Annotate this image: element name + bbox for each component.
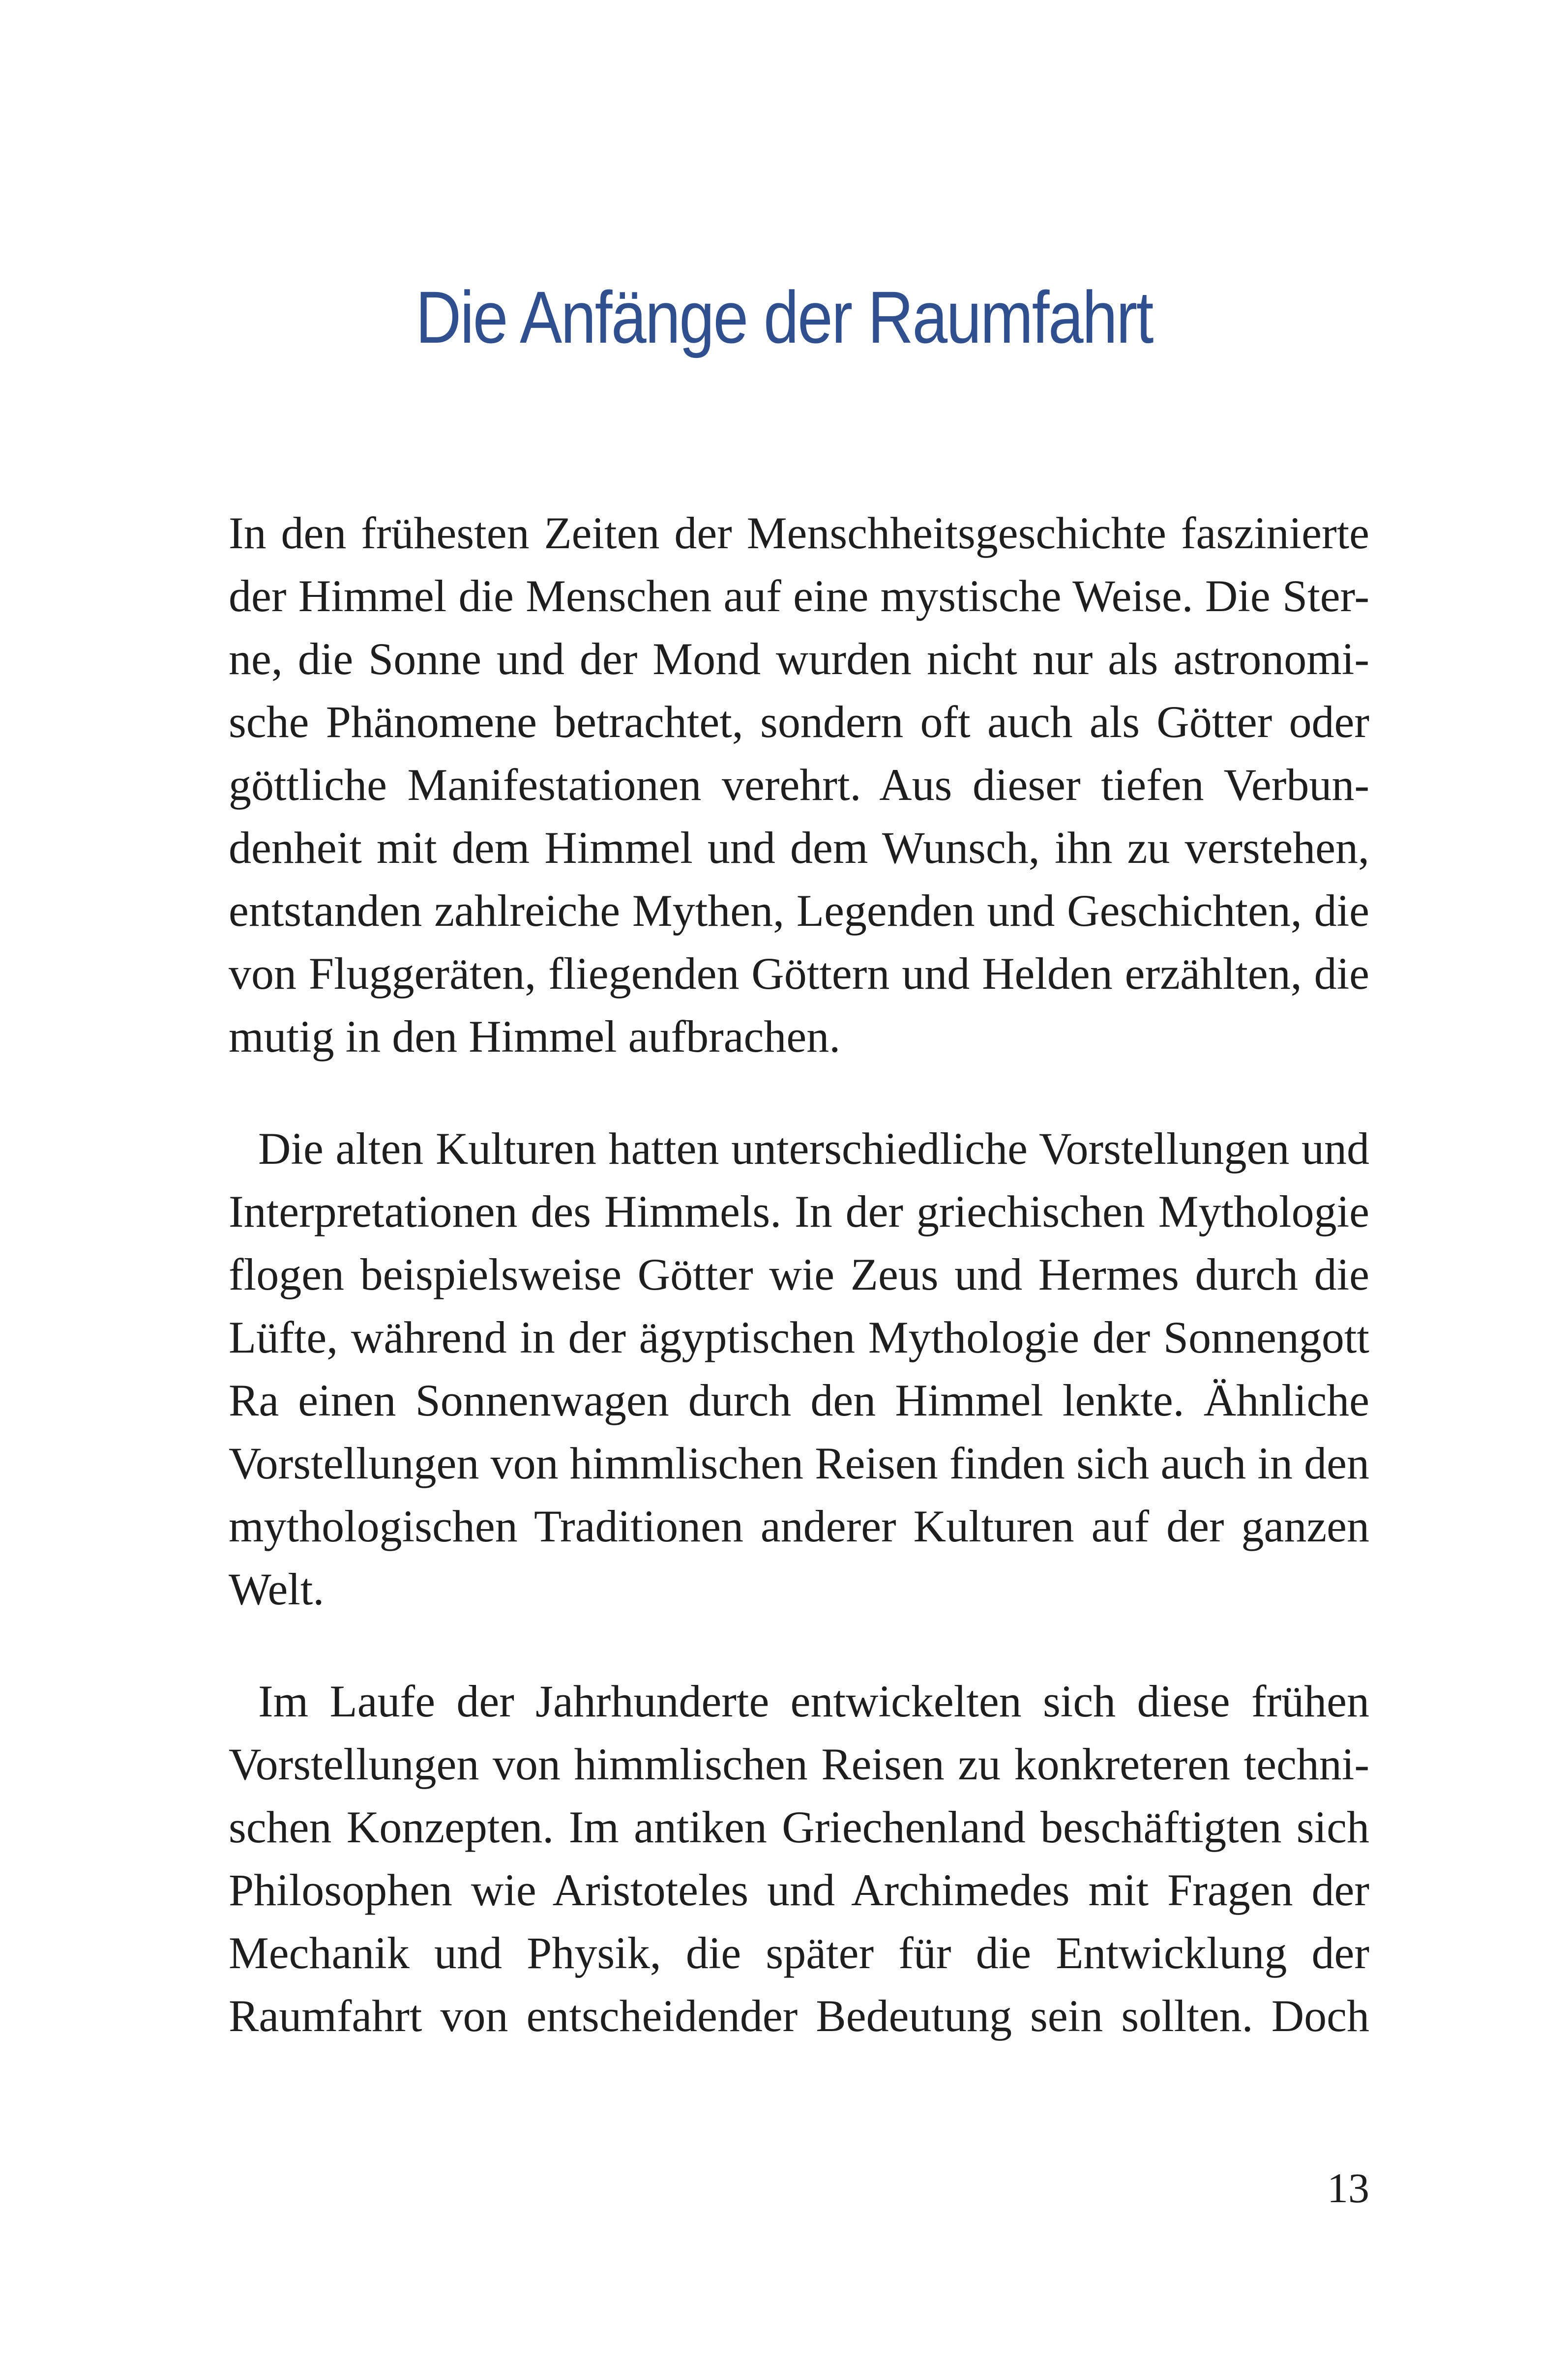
text-line: göttliche Manifestationen verehrt. Aus dieser tiefen Verbun- <box>229 760 1369 810</box>
text-line: Philosophen wie Aristoteles und Archimedes mit Fragen der <box>229 1865 1369 1915</box>
text-line: Raumfahrt von entscheidender Bedeutung sein sollten. Doch <box>229 1991 1369 2041</box>
text-line: Ra einen Sonnenwagen durch den Himmel lenkte. Ähnliche <box>229 1375 1369 1425</box>
page-number: 13 <box>1327 2164 1369 2212</box>
text-line: von Fluggeräten, fliegenden Göttern und Helden erzählten, die <box>229 948 1369 999</box>
text-line: Mechanik und Physik, die später für die Entwicklung der <box>229 1928 1369 1978</box>
text-line: Welt. <box>229 1564 325 1614</box>
text-line: denheit mit dem Himmel und dem Wunsch, ihn zu verstehen, <box>229 823 1369 873</box>
text-line: Vorstellungen von himmlischen Reisen finden sich auch in den <box>229 1438 1369 1488</box>
text-line: ne, die Sonne und der Mond wurden nicht nur als astronomi- <box>229 634 1369 684</box>
text-line: mutig in den Himmel aufbrachen. <box>229 1011 841 1062</box>
text-line: Lüfte, während in der ägyptischen Mythologie der Sonnengott <box>229 1312 1369 1362</box>
chapter-title: Die Anfänge der Raumfahrt <box>415 276 1153 358</box>
text-line: flogen beispielsweise Götter wie Zeus und Hermes durch die <box>229 1249 1369 1299</box>
text-line: mythologischen Traditionen anderer Kulturen auf der ganzen <box>229 1501 1369 1551</box>
text-line: Interpretationen des Himmels. In der griechischen Mythologie <box>229 1186 1369 1237</box>
text-line: entstanden zahlreiche Mythen, Legenden und Geschichten, die <box>229 885 1369 936</box>
text-line: In den frühesten Zeiten der Menschheitsgeschichte faszinierte <box>229 508 1369 558</box>
text-line: sche Phänomene betrachtet, sondern oft auch als Götter oder <box>229 697 1369 747</box>
text-line: Vorstellungen von himmlischen Reisen zu konkreteren techni- <box>229 1739 1369 1789</box>
text-line: der Himmel die Menschen auf eine mystische Weise. Die Ster- <box>229 571 1369 621</box>
text-line: Die alten Kulturen hatten unterschiedliche Vorstellungen und <box>258 1123 1369 1174</box>
text-line: schen Konzepten. Im antiken Griechenland beschäftigten sich <box>229 1802 1369 1852</box>
text-line: Im Laufe der Jahrhunderte entwickelten sich diese frühen <box>258 1676 1369 1726</box>
